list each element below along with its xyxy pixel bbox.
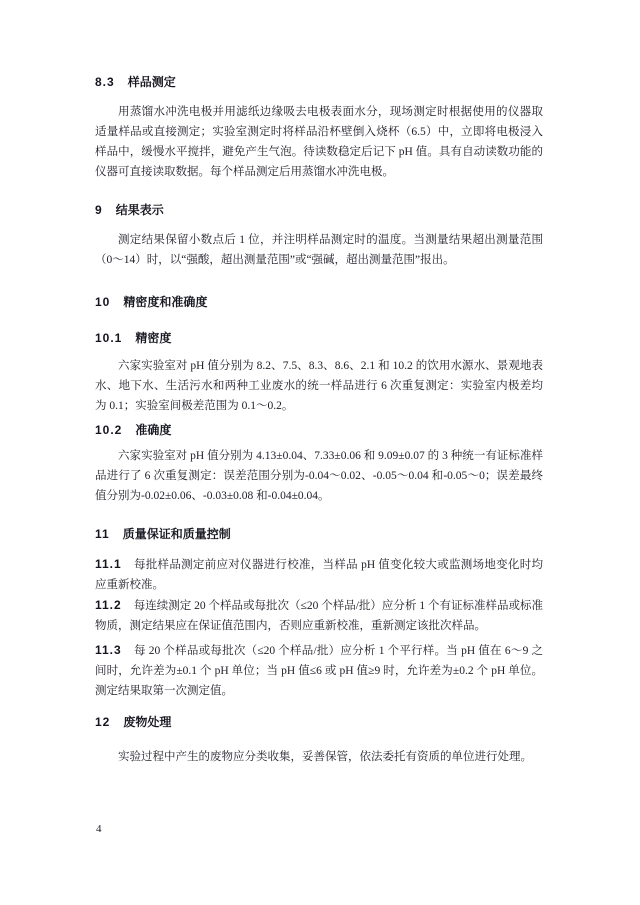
section-number: 11 <box>95 527 110 541</box>
page-footer <box>96 821 102 837</box>
clause-number: 11.1 <box>95 557 122 571</box>
clause-text: 每连续测定 20 个样品或每批次（≤20 个样品/批）应分析 1 个有证标准样品或标准物质，测定结果应在保证值范围内，否则应重新校准，重新测定该批次样品。 <box>95 600 543 632</box>
section-title: 废物处理 <box>123 715 172 729</box>
section-title: 准确度 <box>135 423 172 437</box>
section-number: 12 <box>95 715 111 729</box>
document-content <box>95 72 543 767</box>
heading-8-3 <box>95 72 543 92</box>
clause-11-2 <box>95 595 543 636</box>
section-title: 质量保证和质量控制 <box>122 527 231 541</box>
clause-number: 11.3 <box>95 643 122 657</box>
clause-text: 每批样品测定前应对仪器进行校准，当样品 pH 值变化较大或监测场地变化时均应重新校准。 <box>95 559 543 591</box>
paragraph-8-3: 用蒸馏水冲洗电极并用滤纸边缘吸去电极表面水分，现场测定时根据使用的仪器取适量样品或直接测定；实验室测定时将样品沿杯壁倒入烧杯（6.5）中，立即将电极浸入样品中，缓慢水平搅拌，避免产生气泡。待读数稳定后记下 pH 值。具有自动读数功能的仪器可直接读取数据。每个样品测定后用蒸馏水冲洗电极。 <box>95 106 543 178</box>
section-number: 9 <box>95 203 103 217</box>
paragraph-10-1: 六家实验室对 pH 值分别为 8.2、7.5、8.3、8.6、2.1 和 10.2 的饮用水源水、景观地表水、地下水、生活污水和两种工业废水的统一样品进行 6 次重复测定：实验室内极差均为 0.1；实验室间极差范围为 0.1～0.2。 <box>95 360 543 412</box>
section-number: 10.1 <box>95 331 123 345</box>
section-title: 样品测定 <box>127 75 176 89</box>
section-title: 结果表示 <box>115 203 164 217</box>
heading-10 <box>95 292 543 312</box>
clause-text: 每 20 个样品或每批次（≤20 个样品/批）应分析 1 个平行样。当 pH 值在 6～9 之间时，允许差为±0.1 个 pH 单位；当 pH 值≤6 或 pH 值≥9 时，允许差为±0.2 个 pH 单位。测定结果取第一次测定值。 <box>95 645 543 697</box>
heading-12 <box>95 712 543 732</box>
clause-11-3 <box>95 640 543 701</box>
section-title: 精密度 <box>135 331 172 345</box>
section-title: 精密度和准确度 <box>123 295 208 309</box>
paragraph-10-2: 六家实验室对 pH 值分别为 4.13±0.04、7.33±0.06 和 9.09±0.07 的 3 种统一有证标准样品进行了 6 次重复测定：误差范围分别为-0.04～0.02、-0.05～0.04 和-0.05～0；误差最终值分别为-0.02±0.06、-0.03±0.08 和-0.04±0.04。 <box>95 450 543 502</box>
paragraph-12: 实验过程中产生的废物应分类收集，妥善保管，依法委托有资质的单位进行处理。 <box>118 751 532 763</box>
section-number: 10.2 <box>95 423 123 437</box>
section-number: 8.3 <box>95 75 115 89</box>
clause-11-1 <box>95 554 543 595</box>
heading-11 <box>95 524 543 544</box>
heading-10-1 <box>95 328 543 348</box>
paragraph-9: 测定结果保留小数点后 1 位，并注明样品测定时的温度。当测量结果超出测量范围（0～14）时，以“强酸，超出测量范围”或“强碱，超出测量范围”报出。 <box>95 234 543 266</box>
page-number: 4 <box>96 823 102 835</box>
heading-9 <box>95 200 543 220</box>
clause-number: 11.2 <box>95 598 122 612</box>
heading-10-2 <box>95 420 543 440</box>
section-number: 10 <box>95 295 111 309</box>
